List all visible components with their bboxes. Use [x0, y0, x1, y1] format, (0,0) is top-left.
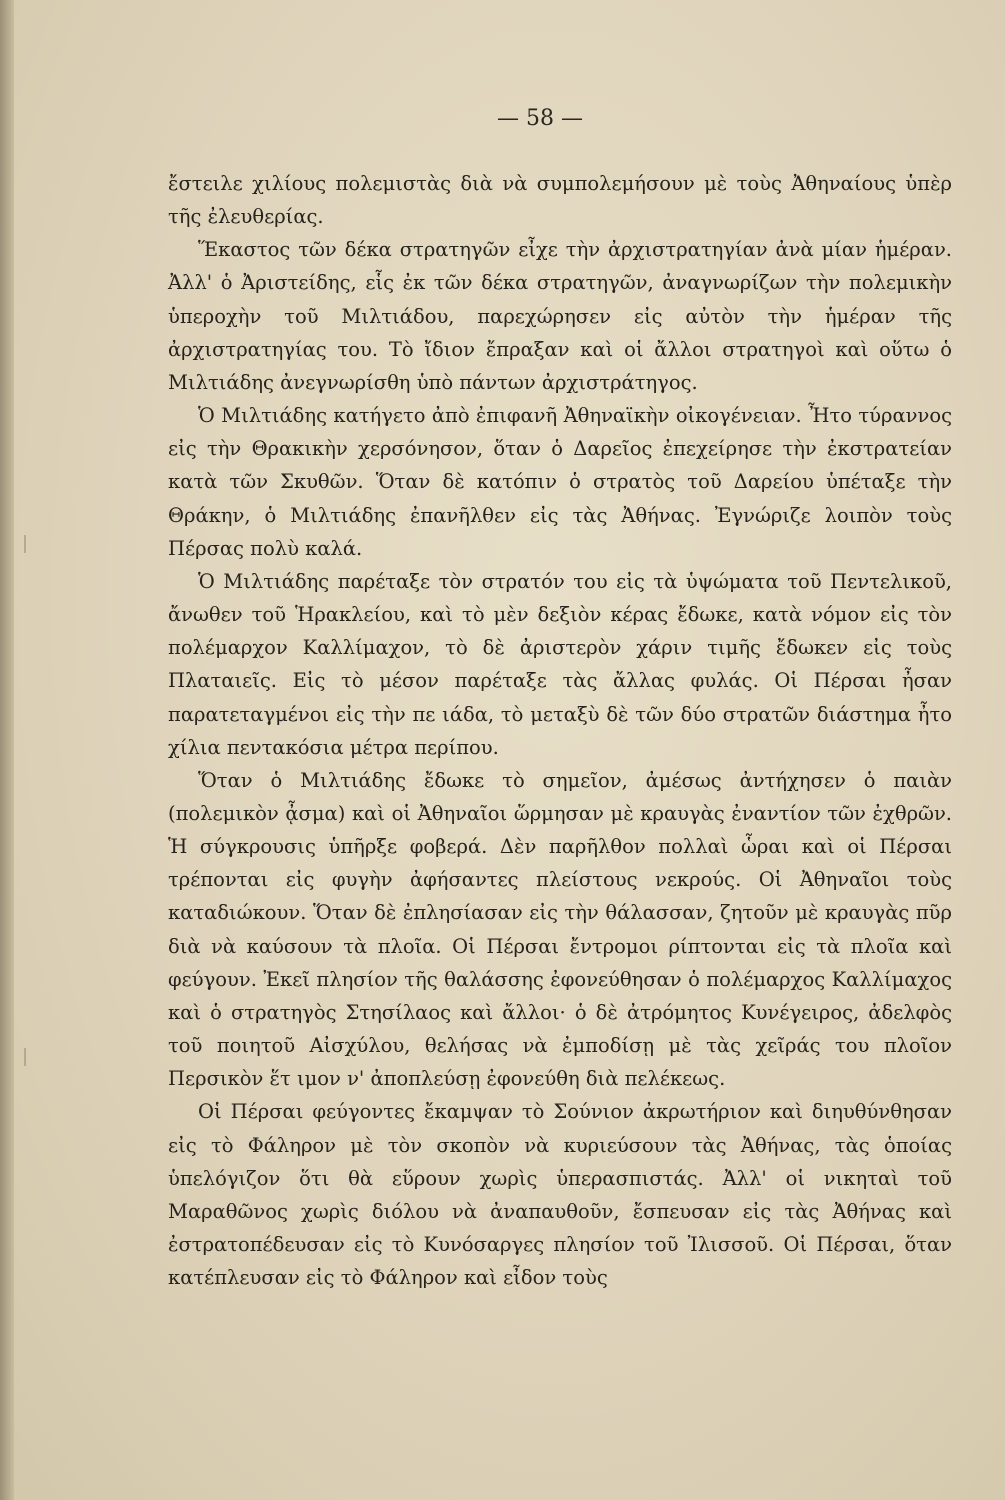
left-edge-fold-mark: [24, 1048, 26, 1066]
paragraph-5: Ὅταν ὁ Μιλτιάδης ἔδωκε τὸ σημεῖον, ἀμέσως ἀντήχησεν ὁ παιὰν (πολεμικὸν ᾆσμα) καὶ οἱ Ἀθηναῖοι ὥρμησαν μὲ κραυγὰς ἐναντίον τῶν ἐχθρῶν. Ἡ σύγκρουσις ὑπῆρξε φοβερά. Δὲν παρῆλθον πολλαὶ ὧραι καὶ οἱ Πέρσαι τρέπονται εἰς φυγὴν ἀφήσαντες πλείστους νεκρούς. Οἱ Ἀθηναῖοι τοὺς καταδιώκουν. Ὅταν δὲ ἐπλησίασαν εἰς τὴν θάλασσαν, ζητοῦν μὲ κραυγὰς πῦρ διὰ νὰ καύσουν τὰ πλοῖα. Οἱ Πέρσαι ἔντρομοι ρίπτονται εἰς τὰ πλοῖα καὶ φεύγουν. Ἐκεῖ πλησίον τῆς θαλάσσης ἐφονεύθησαν ὁ πολέμαρχος Καλλίμαχος καὶ ὁ στρατηγὸς Στησίλαος καὶ ἄλλοι· ὁ δὲ ἀτρόμητος Κυνέγειρος, ἀδελφὸς τοῦ ποιητοῦ Αἰσχύλου, θελήσας νὰ ἐμποδίσῃ μὲ τὰς χεῖράς του πλοῖον Περσικὸν ἕτ ιμον ν' ἀποπλεύσῃ ἐφονεύθη διὰ πελέκεως.: [168, 768, 952, 1091]
page-binding-edge: [0, 0, 14, 1500]
paragraph-3: Ὁ Μιλτιάδης κατήγετο ἀπὸ ἐπιφανῆ Ἀθηναϊκὴν οἰκογένειαν. Ἦτο τύραννος εἰς τὴν Θρακικὴν χερσόνησον, ὅταν ὁ Δαρεῖος ἐπεχείρησε τὴν ἐκστρατείαν κατὰ τῶν Σκυθῶν. Ὅταν δὲ κατόπιν ὁ στρατὸς τοῦ Δαρείου ὑπέταξε τὴν Θράκην, ὁ Μιλτιάδης ἐπανῆλθεν εἰς τὰς Ἀθήνας. Ἐγνώριζε λοιπὸν τοὺς Πέρσας πολὺ καλά.: [168, 404, 952, 560]
paragraph-6: Οἱ Πέρσαι φεύγοντες ἔκαμψαν τὸ Σούνιον ἀκρωτήριον καὶ διηυθύνθησαν εἰς τὸ Φάληρον μὲ τὸν σκοπὸν νὰ κυριεύσουν τὰς Ἀθήνας, τὰς ὁποίας ὑπελόγιζον ὅτι θὰ εὕρουν χωρὶς ὑπερασπιστάς. Ἀλλ' οἱ νικηταὶ τοῦ Μαραθῶνος χωρὶς διόλου νὰ ἀναπαυθοῦν, ἔσπευσαν εἰς τὰς Ἀθήνας καὶ ἐστρατοπέδευσαν εἰς τὸ Κυνόσαργες πλησίον τοῦ Ἰλισσοῦ. Οἱ Πέρσαι, ὅταν κατέπλευσαν εἰς τὸ Φάληρον καὶ εἶδον τοὺς: [168, 1100, 952, 1290]
body-text: [168, 167, 952, 1294]
paragraph-2: Ἕκαστος τῶν δέκα στρατηγῶν εἶχε τὴν ἀρχιστρατηγίαν ἀνὰ μίαν ἡμέραν. Ἀλλ' ὁ Ἀριστείδης, εἷς ἐκ τῶν δέκα στρατηγῶν, ἀναγνωρίζων τὴν πολεμικὴν ὑπεροχὴν τοῦ Μιλτιάδου, παρεχώρησεν εἰς αὐτὸν τὴν ἡμέραν τῆς ἀρχιστρατηγίας του. Τὸ ἴδιον ἔπραξαν καὶ οἱ ἄλλοι στρατηγοὶ καὶ οὕτω ὁ Μιλτιάδης ἀνεγνωρίσθη ὑπὸ πάντων ἀρχιστράτηγος.: [168, 238, 952, 394]
page-number: — 58 —: [497, 106, 583, 131]
paragraph-4: Ὁ Μιλτιάδης παρέταξε τὸν στρατόν του εἰς τὰ ὑψώματα τοῦ Πεντελικοῦ, ἄνωθεν τοῦ Ἡρακλείου, καὶ τὸ μὲν δεξιὸν κέρας ἔδωκε, κατὰ νόμον εἰς τὸν πολέμαρχον Καλλίμαχον, τὸ δὲ ἀριστερὸν χάριν τιμῆς ἔδωκεν εἰς τοὺς Πλαταιεῖς. Εἰς τὸ μέσον παρέταξε τὰς ἄλλας φυλάς. Οἱ Πέρσαι ἦσαν παρατεταγμένοι εἰς τὴν πε ιάδα, τὸ μεταξὺ δὲ τῶν δύο στρατῶν διάστημα ἦτο χίλια πεντακόσια μέτρα περίπου.: [168, 569, 952, 759]
left-edge-fold-mark: [24, 535, 26, 553]
paragraph-1: ἔστειλε χιλίους πολεμιστὰς διὰ νὰ συμπολεμήσουν μὲ τοὺς Ἀθηναίους ὑπὲρ τῆς ἐλευθερίας.: [168, 172, 952, 229]
